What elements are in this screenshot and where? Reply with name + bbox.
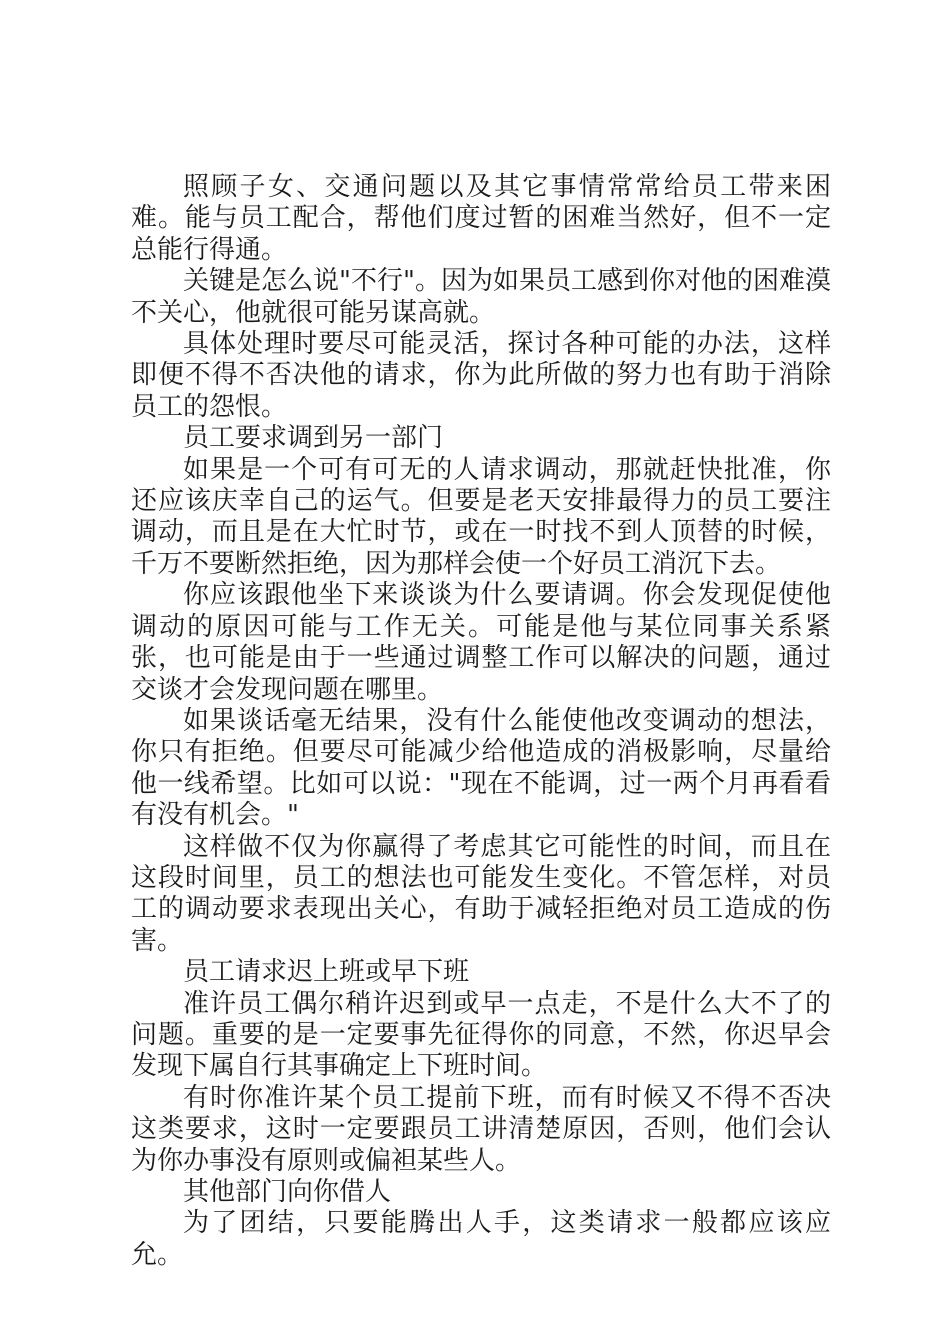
paragraph-6: 如果谈话毫无结果，没有什么能使他改变调动的想法，你只有拒绝。但要尽可能减少给他造成的消极影响，尽量给他一线希望。比如可以说："现在不能调，过一两个月再看看有没有机会。" bbox=[131, 705, 831, 831]
paragraph-2: 关键是怎么说"不行"。因为如果员工感到你对他的困难漠不关心，他就很可能另谋高就。 bbox=[131, 266, 831, 328]
paragraph-1: 照顾子女、交通问题以及其它事情常常给员工带来困难。能与员工配合，帮他们度过暂的困难当然好，但不一定总能行得通。 bbox=[131, 172, 831, 265]
document-body bbox=[131, 172, 831, 1271]
paragraph-4: 如果是一个可有可无的人请求调动，那就赶快批准，你还应该庆幸自己的运气。但要是老天安排最得力的员工要注调动，而且是在大忙时节，或在一时找不到人顶替的时候，千万不要断然拒绝，因为那样会使一个好员工消沉下去。 bbox=[131, 454, 831, 579]
paragraph-3: 具体处理时要尽可能灵活，探讨各种可能的办法，这样即便不得不否决他的请求，你为此所做的努力也有助于消除员工的怨恨。 bbox=[131, 329, 831, 422]
section-heading-hours: 员工请求迟上班或早下班 bbox=[183, 957, 470, 988]
paragraph-5: 你应该跟他坐下来谈谈为什么要请调。你会发现促使他调动的原因可能与工作无关。可能是他与某位同事关系紧张，也可能是由于一些通过调整工作可以解决的问题，通过交谈才会发现问题在哪里。 bbox=[131, 580, 831, 705]
paragraph-7: 这样做不仅为你赢得了考虑其它可能性的时间，而且在这段时间里，员工的想法也可能发生变化。不管怎样，对员工的调动要求表现出关心，有助于减轻拒绝对员工造成的伤害。 bbox=[131, 831, 831, 956]
section-heading-transfer: 员工要求调到另一部门 bbox=[183, 423, 444, 454]
paragraph-9: 有时你准许某个员工提前下班，而有时候又不得不否决这类要求，这时一定要跟员工讲清楚原因，否则，他们会认为你办事没有原则或偏袒某些人。 bbox=[131, 1082, 831, 1176]
section-heading-borrow: 其他部门向你借人 bbox=[183, 1177, 392, 1207]
paragraph-10: 为了团结，只要能腾出人手，这类请求一般都应该应允。 bbox=[131, 1208, 831, 1270]
paragraph-8: 准许员工偶尔稍许迟到或早一点走，不是什么大不了的问题。重要的是一定要事先征得你的同意，不然，你迟早会发现下属自行其事确定上下班时间。 bbox=[131, 988, 831, 1082]
